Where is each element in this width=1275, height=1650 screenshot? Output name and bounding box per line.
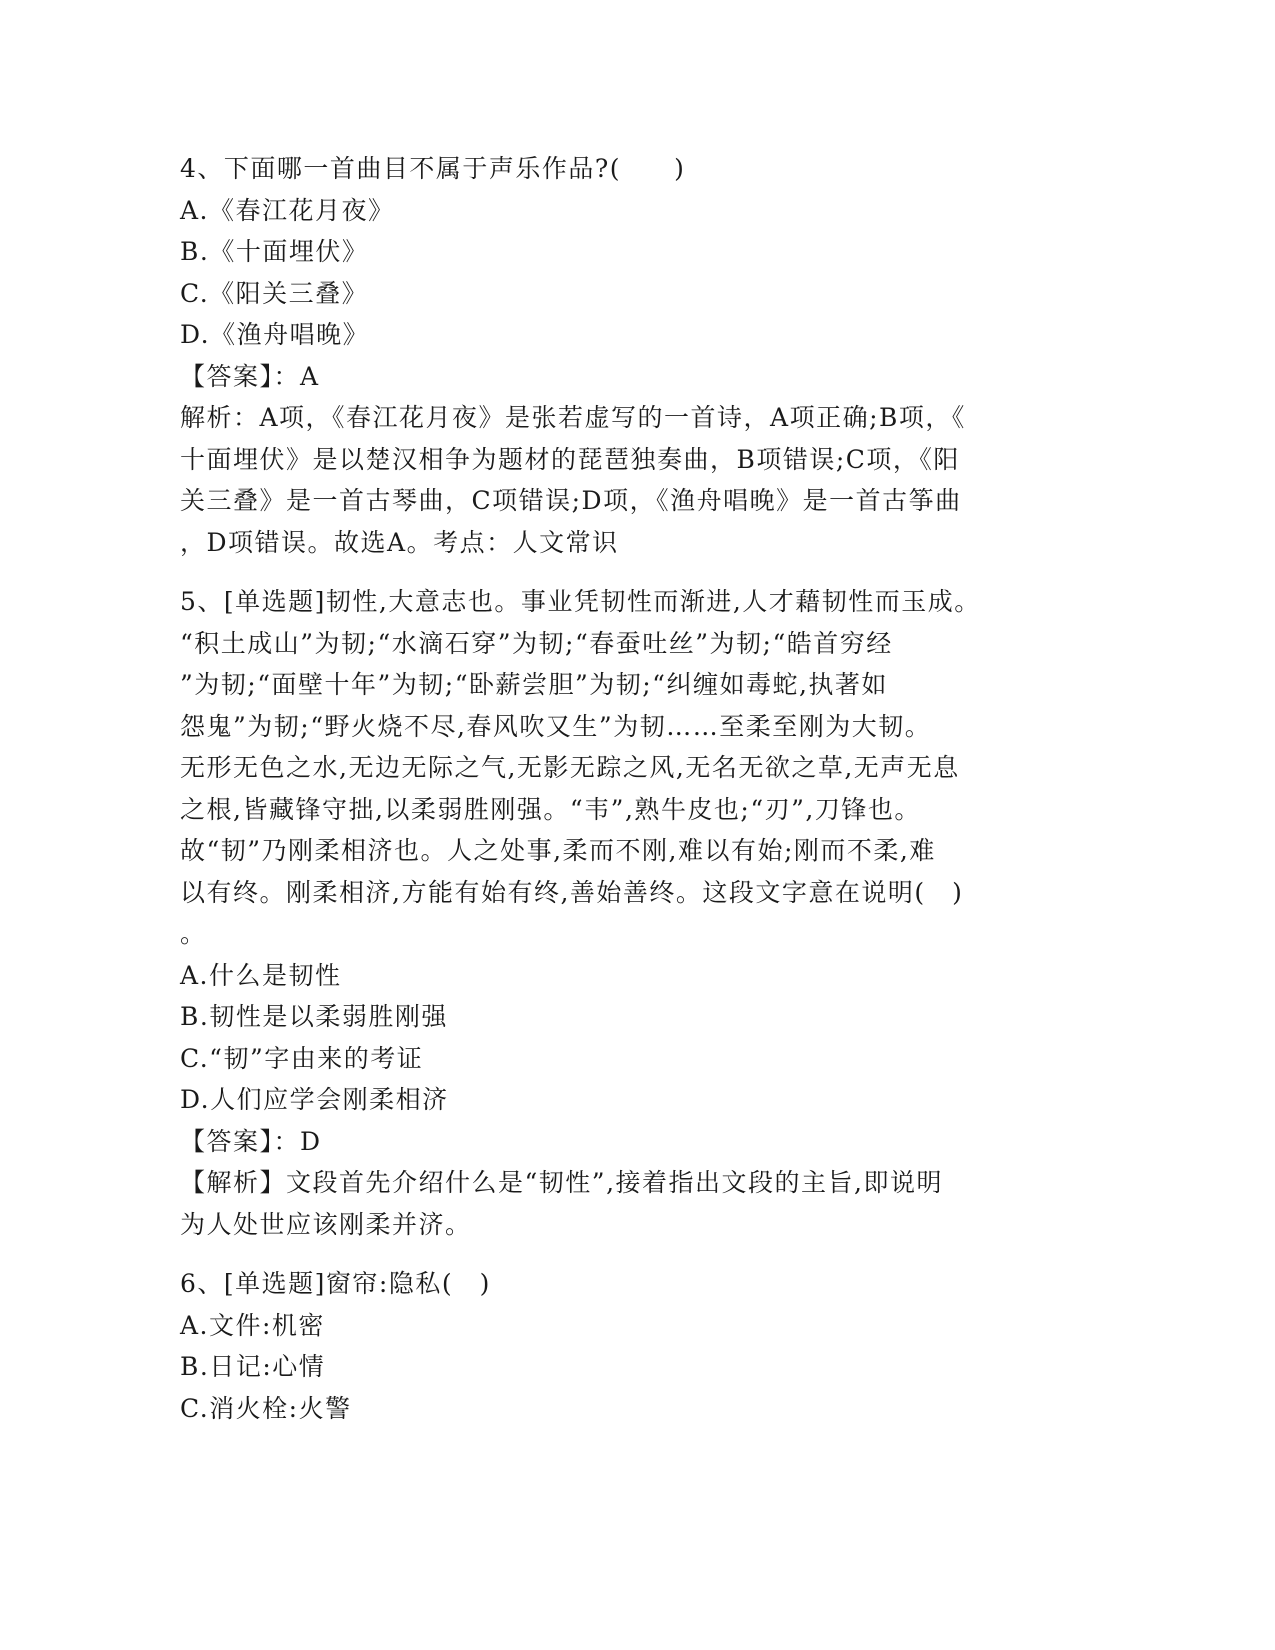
option-c: C.《阳关三叠》 xyxy=(180,278,369,308)
option-b: B.《十面埋伏》 xyxy=(180,237,369,266)
option-d: D.《渔舟唱晚》 xyxy=(180,320,370,349)
question-stem: 6、[单选题]窗帘:隐私( ) xyxy=(180,1269,491,1298)
question-stem: “积土成山”为韧;“水滴石穿”为韧;“春蚕吐丝”为韧;“皓首穷经 xyxy=(180,628,893,658)
option-c: C.“韧”字由来的考证 xyxy=(180,1043,424,1073)
analysis-line: 为人处世应该刚柔并济。 xyxy=(180,1209,472,1239)
option-c: C.消火栓:火警 xyxy=(180,1393,352,1423)
option-b: B.日记:心情 xyxy=(180,1352,326,1381)
question-stem: 故“韧”乃刚柔相济也。人之处事,柔而不刚,难以有始;刚而不柔,难 xyxy=(180,836,936,865)
option-a: A.什么是韧性 xyxy=(180,960,342,990)
answer: 【答案】：A xyxy=(180,361,320,391)
question-stem: 4、下面哪一首曲目不属于声乐作品?( ) xyxy=(180,154,686,183)
question-stem: 5、[单选题]韧性,大意志也。事业凭韧性而渐进,人才藉韧性而玉成。 xyxy=(180,587,981,616)
analysis-line: ，D项错误。故选A。考点：人文常识 xyxy=(180,527,619,557)
question-stem: 以有终。刚柔相济,方能有始有终,善始善终。这段文字意在说明( ) xyxy=(180,877,964,907)
section-gap xyxy=(180,563,1060,581)
analysis-line: 【解析】文段首先介绍什么是“韧性”,接着指出文段的主旨,即说明 xyxy=(180,1168,943,1197)
analysis-line: 关三叠》是一首古琴曲，C项错误;D项，《渔舟唱晚》是一首古筝曲 xyxy=(180,486,962,515)
section-gap xyxy=(180,1245,1060,1263)
option-d: D.人们应学会刚柔相济 xyxy=(180,1085,449,1114)
option-b: B.韧性是以柔弱胜刚强 xyxy=(180,1002,448,1031)
option-a: A.文件:机密 xyxy=(180,1310,325,1340)
option-a: A.《春江花月夜》 xyxy=(180,195,395,225)
question-stem: 。 xyxy=(180,919,207,948)
analysis-line: 解析：A项，《春江花月夜》是张若虚写的一首诗，A项正确;B项，《 xyxy=(180,403,966,432)
analysis-line: 十面埋伏》是以楚汉相争为题材的琵琶独奏曲，B项错误;C项，《阳 xyxy=(180,444,960,474)
answer: 【答案】：D xyxy=(180,1126,322,1156)
question-stem: 无形无色之水,无边无际之气,无影无踪之风,无名无欲之草,无声无息 xyxy=(180,753,960,782)
question-6 xyxy=(180,1263,1060,1429)
document-page xyxy=(180,148,1060,1429)
question-stem: ”为韧;“面壁十年”为韧;“卧薪尝胆”为韧;“纠缠如毒蛇,执著如 xyxy=(180,670,888,699)
question-4 xyxy=(180,148,1060,563)
question-stem: 怨鬼”为韧;“野火烧不尽,春风吹又生”为韧……至柔至刚为大韧。 xyxy=(180,711,932,741)
question-stem: 之根,皆藏锋守拙,以柔弱胜刚强。“韦”,熟牛皮也;“刃”,刀锋也。 xyxy=(180,794,921,824)
question-5 xyxy=(180,581,1060,1245)
